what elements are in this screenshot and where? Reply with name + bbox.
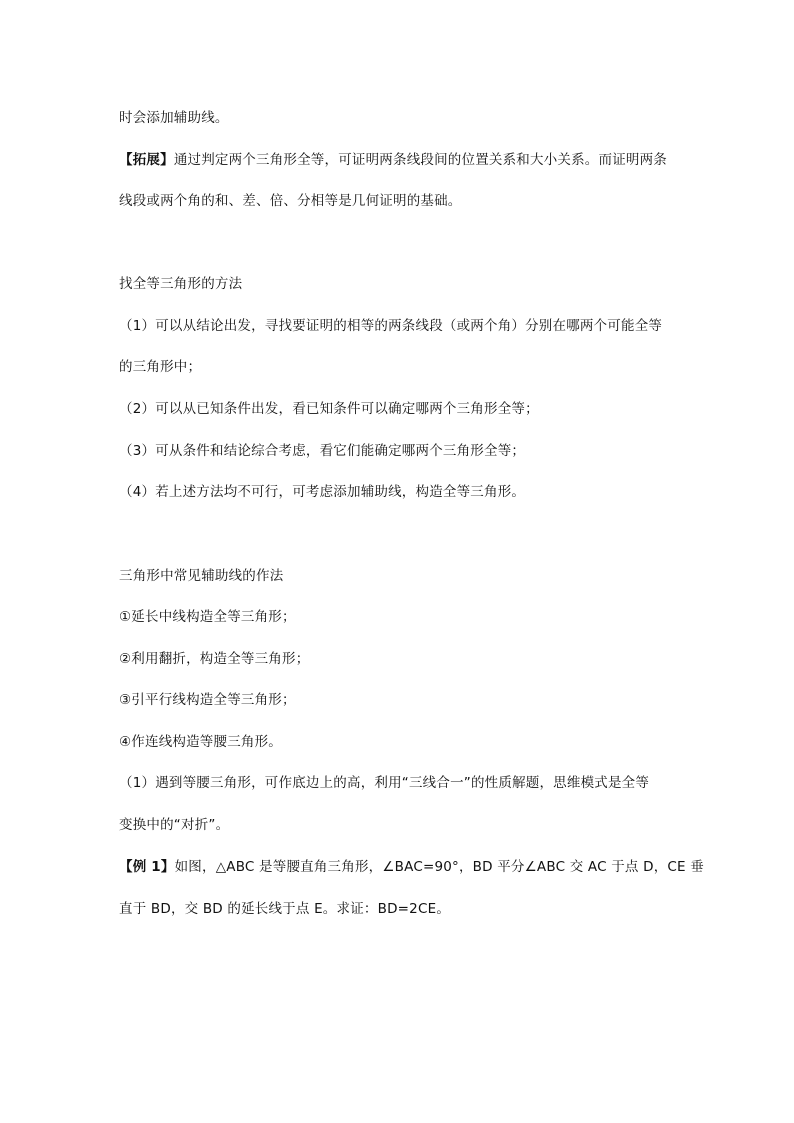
paragraph-text: ③引平行线构造全等三角形； <box>119 692 296 708</box>
paragraph-text: 的三角形中； <box>119 359 202 375</box>
paragraph-text: ①延长中线构造全等三角形； <box>119 609 296 625</box>
auxiliary-method-3 <box>119 690 679 710</box>
paragraph-line <box>119 191 679 211</box>
expansion-note-line <box>119 150 679 170</box>
auxiliary-method-2 <box>119 649 679 669</box>
example-label: 【例 1】 <box>119 859 175 875</box>
isosceles-tip-line <box>119 773 679 793</box>
example-1-line <box>119 857 704 877</box>
section-heading-auxiliary-lines <box>119 566 679 586</box>
paragraph-text: 变换中的“对折”。 <box>119 817 230 833</box>
paragraph-text: ②利用翻折，构造全等三角形； <box>119 651 310 667</box>
paragraph-line <box>119 108 679 128</box>
paragraph-text: （2）可以从已知条件出发，看已知条件可以确定哪两个三角形全等； <box>119 401 539 417</box>
method-item-4 <box>119 482 679 502</box>
paragraph-text: 时会添加辅助线。 <box>119 110 229 126</box>
auxiliary-method-1 <box>119 607 679 627</box>
section-heading: 三角形中常见辅助线的作法 <box>119 568 284 584</box>
paragraph-text: ④作连线构造等腰三角形。 <box>119 734 283 750</box>
paragraph-text: （1）遇到等腰三角形，可作底边上的高，利用“三线合一”的性质解题，思维模式是全等 <box>119 775 650 791</box>
example-1-continued <box>119 899 679 919</box>
method-item-1-continued <box>119 357 679 377</box>
paragraph-text: 直于 BD，交 BD 的延长线于点 E。求证：BD=2CE。 <box>119 901 451 917</box>
paragraph-text: 线段或两个角的和、差、倍、分相等是几何证明的基础。 <box>119 193 462 209</box>
method-item-3 <box>119 441 679 461</box>
method-item-1 <box>119 316 679 336</box>
section-heading: 找全等三角形的方法 <box>119 276 243 292</box>
expansion-label: 【拓展】 <box>119 152 174 168</box>
method-item-2 <box>119 399 679 419</box>
section-heading-methods <box>119 274 679 294</box>
auxiliary-method-4 <box>119 732 679 752</box>
paragraph-text: 如图，△ABC 是等腰直角三角形，∠BAC=90°，BD 平分∠ABC 交 AC 于点 D，CE 垂 <box>174 859 704 875</box>
paragraph-text: （3）可从条件和结论综合考虑，看它们能确定哪两个三角形全等； <box>119 443 526 459</box>
paragraph-text: 通过判定两个三角形全等，可证明两条线段间的位置关系和大小关系。而证明两条 <box>173 152 668 168</box>
isosceles-tip-continued <box>119 815 679 835</box>
paragraph-text: （1）可以从结论出发，寻找要证明的相等的两条线段（或两个角）分别在哪两个可能全等 <box>119 318 663 334</box>
paragraph-text: （4）若上述方法均不可行，可考虑添加辅助线，构造全等三角形。 <box>119 484 526 500</box>
